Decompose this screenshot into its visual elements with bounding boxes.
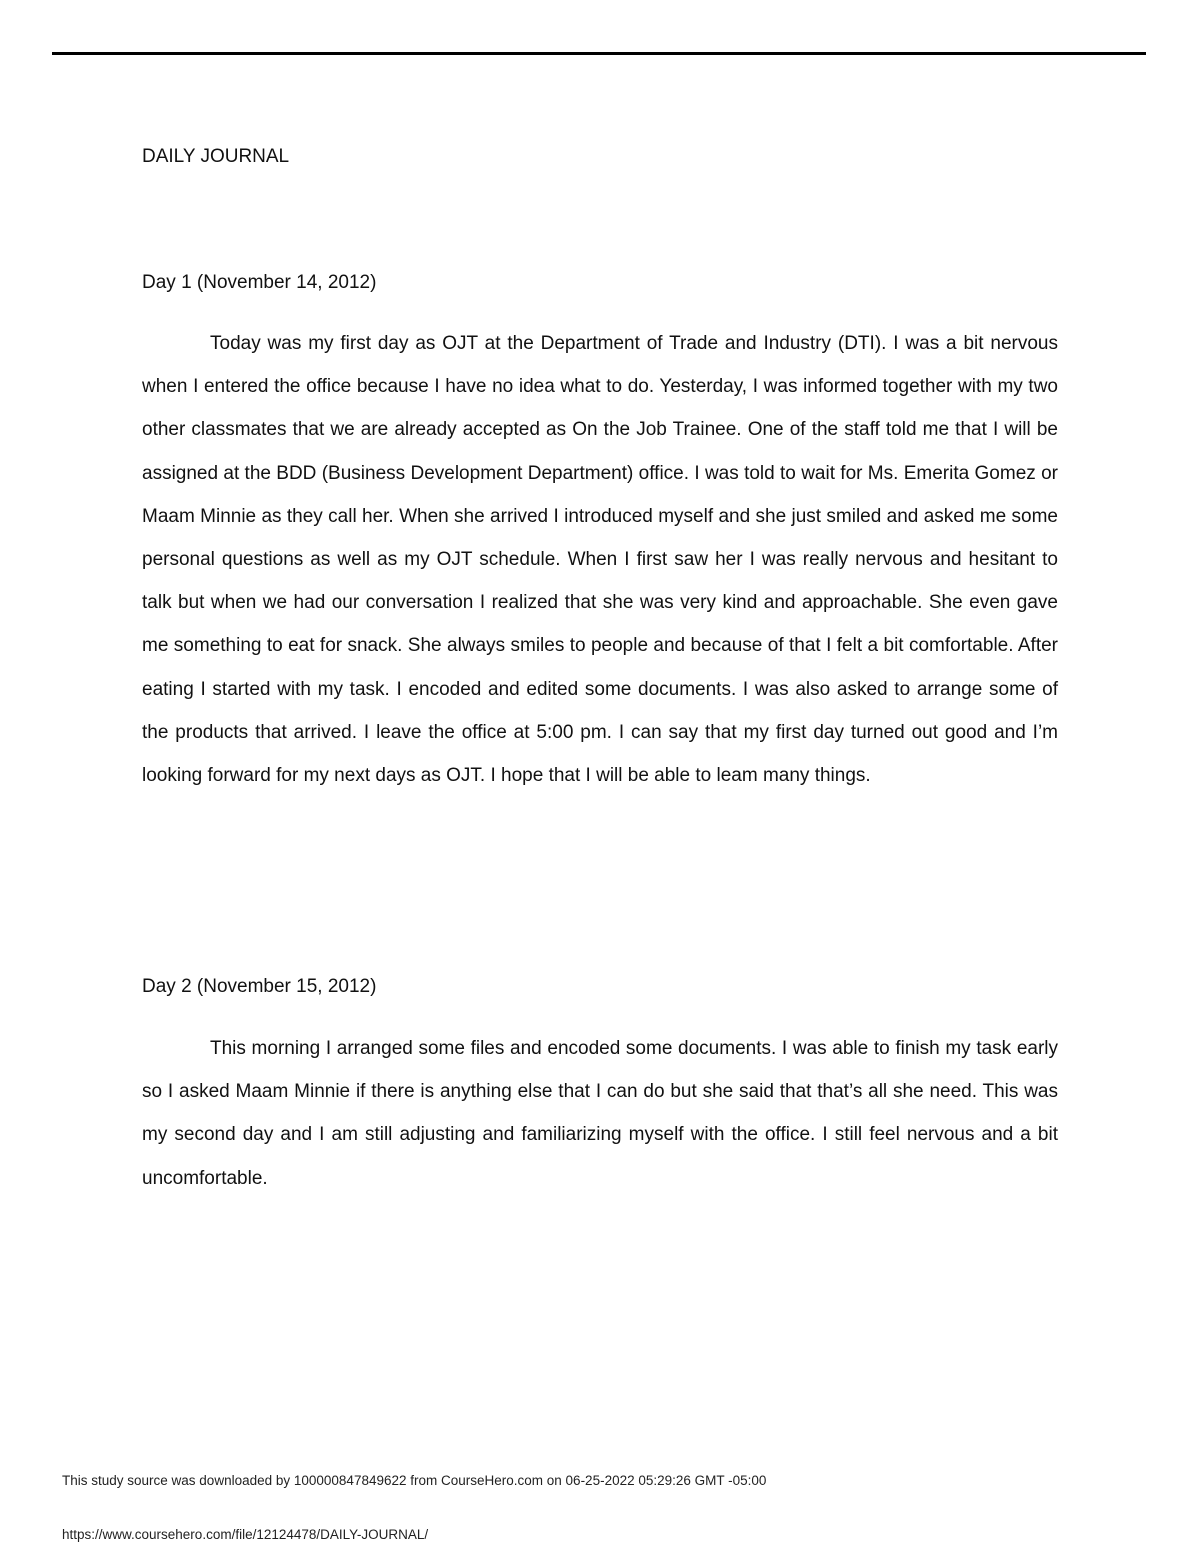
day-2-body: This morning I arranged some files and encoded some documents. I was able to finish my task early so I asked Maam Minnie if there is anything else that I can do but she said that that’s all she need. This was my second day and I am still adjusting and familiarizing myself with the office. I still feel nervous and a bit uncomfortable. [142, 1038, 1058, 1189]
document-title: DAILY JOURNAL [142, 146, 290, 167]
download-source-note: This study source was downloaded by 100000847849622 from CourseHero.com on 06-25-2022 05:29:26 GMT -05:00 [62, 1473, 767, 1488]
top-horizontal-rule [52, 52, 1146, 55]
source-url-link[interactable]: https://www.coursehero.com/file/12124478/DAILY-JOURNAL/ [62, 1527, 429, 1542]
day-1-heading: Day 1 (November 14, 2012) [142, 272, 377, 293]
day-2-heading: Day 2 (November 15, 2012) [142, 976, 377, 997]
day-1-body: Today was my first day as OJT at the Department of Trade and Industry (DTI). I was a bit nervous when I entered the office because I have no idea what to do. Yesterday, I was informed together with my two other classmates that we are already accepted as On the Job Trainee. One of the staff told me that I will be assigned at the BDD (Business Development Department) office. I was told to wait for Ms. Emerita Gomez or Maam Minnie as they call her. When she arrived I introduced myself and she just smiled and asked me some personal questions as well as my OJT schedule. When I first saw her I was really nervous and hesitant to talk but when we had our conversation I realized that she was very kind and approachable. She even gave me something to eat for snack. She always smiles to people and because of that I felt a bit comfortable. After eating I started with my task. I encoded and edited some documents. I was also asked to arrange some of the products that arrived. I leave the office at 5:00 pm. I can say that my first day turned out good and I’m looking forward for my next days as OJT. I hope that I will be able to leam many things. [142, 333, 1058, 787]
